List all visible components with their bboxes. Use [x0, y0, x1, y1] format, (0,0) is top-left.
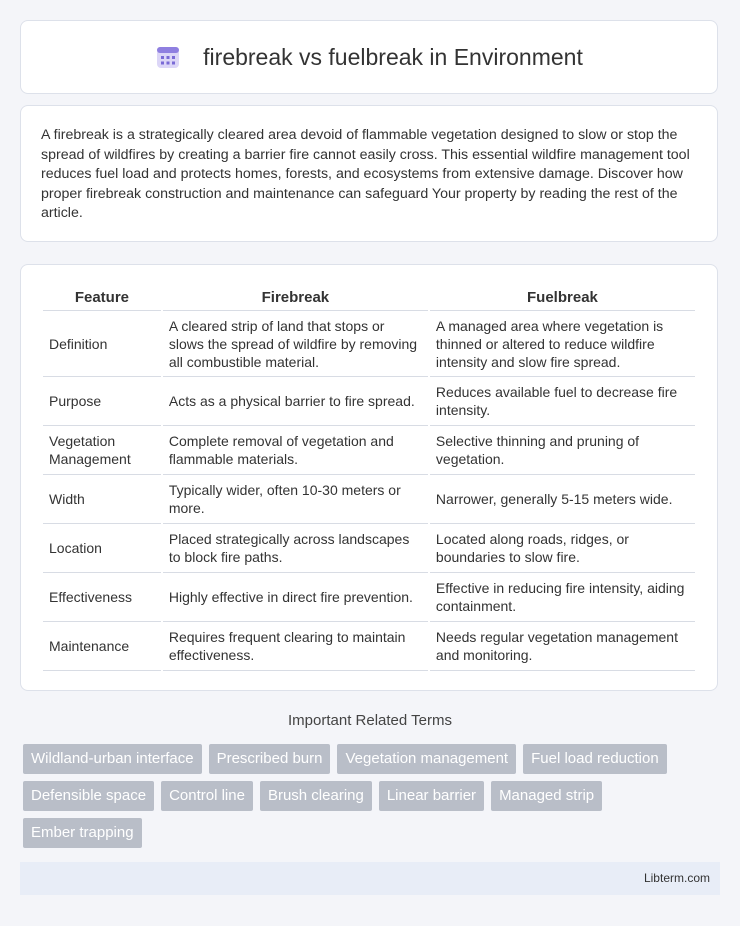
table-header-row	[43, 285, 695, 311]
firebreak-cell: Placed strategically across landscapes to block fire paths.	[163, 524, 428, 573]
firebreak-cell: A cleared strip of land that stops or slows the spread of wildfire by removing all combustible material.	[163, 311, 428, 377]
fuelbreak-cell: Effective in reducing fire intensity, aiding containment.	[430, 573, 695, 622]
firebreak-cell: Highly effective in direct fire prevention.	[163, 573, 428, 622]
tag-linear-barrier[interactable]: Linear barrier	[379, 781, 484, 811]
comparison-table	[41, 285, 697, 671]
fuelbreak-cell: A managed area where vegetation is thinned or altered to reduce wildfire intensity and slow fire spread.	[430, 311, 695, 377]
tag-prescribed-burn[interactable]: Prescribed burn	[209, 744, 331, 774]
feature-cell: Maintenance	[43, 622, 161, 671]
tag-control-line[interactable]: Control line	[161, 781, 253, 811]
firebreak-cell: Requires frequent clearing to maintain effectiveness.	[163, 622, 428, 671]
tag-fuel-load-reduction[interactable]: Fuel load reduction	[523, 744, 667, 774]
feature-cell: Effectiveness	[43, 573, 161, 622]
footer	[20, 862, 720, 895]
tag-brush-clearing[interactable]: Brush clearing	[260, 781, 372, 811]
title-card	[20, 20, 718, 94]
page-title: firebreak vs fuelbreak in Environment	[203, 43, 583, 70]
table-row	[43, 426, 695, 475]
fuelbreak-cell: Needs regular vegetation management and monitoring.	[430, 622, 695, 671]
fuelbreak-cell: Located along roads, ridges, or boundaries to slow fire.	[430, 524, 695, 573]
footer-site-link[interactable]: Libterm.com	[643, 871, 710, 885]
firebreak-cell: Complete removal of vegetation and flammable materials.	[163, 426, 428, 475]
header-fuelbreak: Fuelbreak	[430, 285, 695, 311]
feature-cell: Width	[43, 475, 161, 524]
tag-ember-trapping[interactable]: Ember trapping	[23, 818, 142, 848]
header-feature: Feature	[43, 285, 161, 311]
fuelbreak-cell: Reduces available fuel to decrease fire intensity.	[430, 377, 695, 426]
table-row	[43, 311, 695, 377]
calendar-grid-icon	[155, 44, 181, 70]
feature-cell: Definition	[43, 311, 161, 377]
table-row	[43, 573, 695, 622]
tag-defensible-space[interactable]: Defensible space	[23, 781, 154, 811]
comparison-card	[20, 264, 718, 691]
related-tags	[23, 744, 723, 848]
tag-managed-strip[interactable]: Managed strip	[491, 781, 602, 811]
firebreak-cell: Acts as a physical barrier to fire spread.	[163, 377, 428, 426]
table-row	[43, 475, 695, 524]
fuelbreak-cell: Selective thinning and pruning of vegetation.	[430, 426, 695, 475]
feature-cell: Location	[43, 524, 161, 573]
firebreak-cell: Typically wider, often 10-30 meters or more.	[163, 475, 428, 524]
tag-vegetation-management[interactable]: Vegetation management	[337, 744, 516, 774]
tag-wildland-urban-interface[interactable]: Wildland-urban interface	[23, 744, 202, 774]
table-row	[43, 377, 695, 426]
related-terms-title: Important Related Terms	[288, 712, 452, 729]
table-row	[43, 524, 695, 573]
feature-cell: Purpose	[43, 377, 161, 426]
intro-text: A firebreak is a strategically cleared area devoid of flammable vegetation designed to slow or stop the spread of wildfires by creating a barrier fire cannot easily cross. This essential wildfire management tool reduces fuel load and protects homes, forests, and ecosystems from extensive damage. Discover how proper firebreak construction and maintenance can safeguard Your property by reading the rest of the article.	[41, 127, 690, 221]
intro-card	[20, 105, 718, 242]
fuelbreak-cell: Narrower, generally 5-15 meters wide.	[430, 475, 695, 524]
header-firebreak: Firebreak	[163, 285, 428, 311]
table-row	[43, 622, 695, 671]
feature-cell: Vegetation Management	[43, 426, 161, 475]
